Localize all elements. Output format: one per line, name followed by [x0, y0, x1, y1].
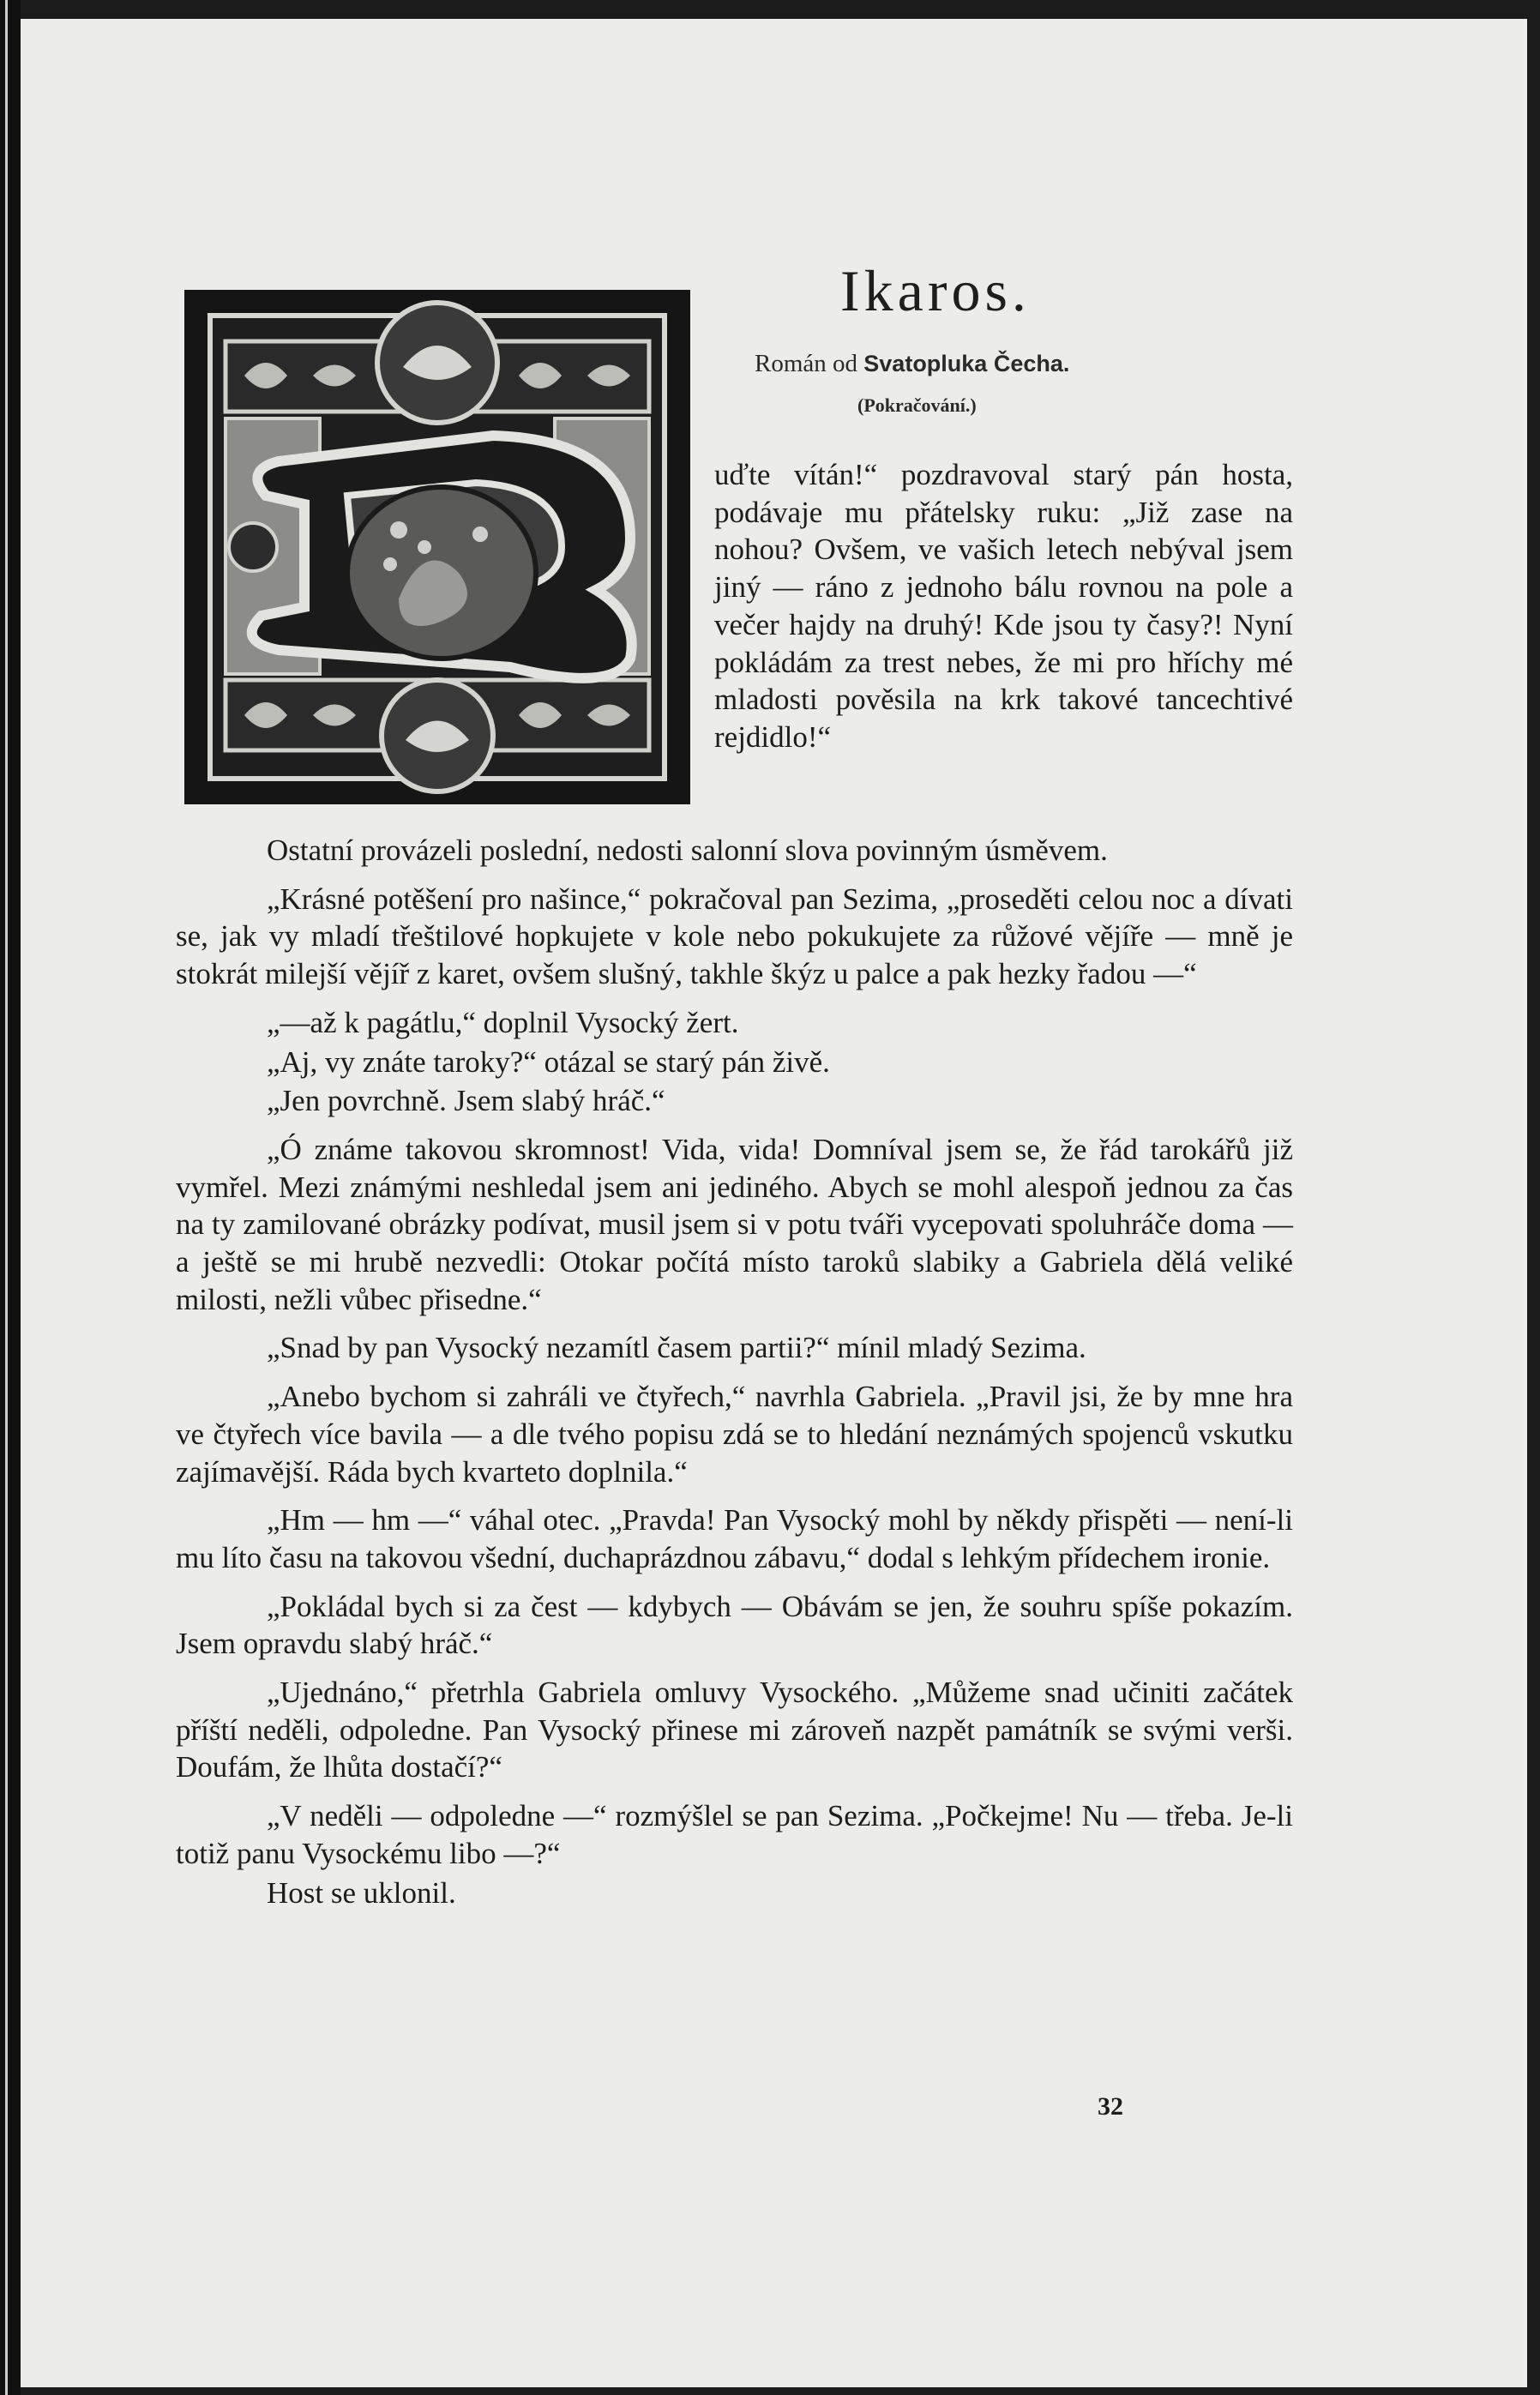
paragraph: „Krásné potěšení pro našince,“ pokračoval pan Sezima, „proseděti celou noc a dívati se, jak vy mladí třeštilové hopkujete v kole nebo pokukujete za růžové vějíře — mně je stokrát milejší vějíř z karet, ovšem slušný, takhle škýz u palce a pak hezky řadou —“	[176, 882, 1293, 991]
left-tile-rosette	[229, 523, 277, 571]
paragraph: „Ó známe takovou skromnost! Vida, vida! Domníval jsem se, že řád tarokářů již vymřel. Mezi známými neshledal jsem ani jediného. Abych se mohl alespoň jednou za čas na ty zamilované obrázky podívat, musil jsem si v potu tváři vycepovati spoluhráče doma — a ještě se mi hrubě nezvedli: Otokar počítá místo taroků slabiky a Gabriela dělá veliké milosti, nežli vůbec přisedne.“	[176, 1132, 1293, 1316]
paragraph: „Hm — hm —“ váhal otec. „Pravda! Pan Vysocký mohl by někdy přispěti — není-li mu líto času na takovou všední, duchaprázdnou zábavu,“ dodal s lehkým přídechem ironie.	[176, 1503, 1293, 1574]
paragraph: „Jen povrchně. Jsem slabý hráč.“	[267, 1084, 665, 1118]
letter-dot-1	[390, 521, 407, 539]
paragraph: „Pokládal bych si za čest — kdybych — Obávám se jen, že souhru spíše pokazím. Jsem opravdu slabý hráč.“	[176, 1589, 1293, 1661]
letter-dot-3	[383, 557, 397, 571]
chapter-title: Ikaros.	[840, 258, 1031, 323]
paragraph: Ostatní provázeli poslední, nedosti salonní slova povinným úsměvem.	[267, 833, 1108, 867]
byline	[755, 350, 1269, 378]
body-text	[176, 832, 1293, 1923]
paragraph: „—až k pagátlu,“ doplnil Vysocký žert.	[267, 1005, 739, 1039]
paragraph: „Ujednáno,“ přetrhla Gabriela omluvy Vysockého. „Můžeme snad učiniti začátek příští neděli, odpoledne. Pan Vysocký přinese mi zároveň nazpět památník se svými verši. Doufám, že lhůta dostačí?“	[176, 1676, 1293, 1784]
continuation-note: (Pokračování.)	[857, 394, 977, 416]
letter-dot-2	[418, 540, 431, 554]
byline-author: Svatopluka Čecha.	[863, 351, 1070, 376]
paragraph: Host se uklonil.	[267, 1875, 456, 1910]
paragraph: „Snad by pan Vysocký nezamítl časem partii?“ mínil mladý Sezima.	[267, 1331, 1086, 1365]
paragraph: „Aj, vy znáte taroky?“ otázal se starý pán živě.	[267, 1044, 830, 1079]
byline-prefix: Román od	[755, 350, 858, 377]
paragraph: „V neděli — odpoledne —“ rozmýšlel se pan Sezima. „Počkejme! Nu — třeba. Je-li totiž panu Vysockému libo —?“	[176, 1799, 1293, 1870]
page-number: 32	[1098, 2092, 1123, 2121]
ornamental-initial-icon	[184, 290, 690, 804]
letter-dot-4	[472, 527, 488, 542]
book-spine-edge	[0, 0, 21, 2395]
paragraph: „Anebo bychom si zahráli ve čtyřech,“ navrhla Gabriela. „Pravil jsi, že by mne hra ve čtyřech více bavila — a dle tvého popisu zdá se to hledání neznámých spojenců vskutku zajímavější. Ráda bych kvarteto doplnila.“	[176, 1380, 1293, 1489]
spine-highlight	[5, 0, 8, 2395]
opening-paragraph: uďte vítán!“ pozdravoval starý pán hosta, podávaje mu přátelsky ruku: „Již zase na nohou? Ovšem, ve vašich letech nebýval jsem jiný — ráno z jednoho bálu rovnou na pole a večer hajdy na druhý! Kde jsou ty časy?! Nyní pokládám za trest nebes, že mi pro hříchy mé mladosti pověsila na krk takové tancechtivé rejdidlo!“	[714, 458, 1293, 754]
